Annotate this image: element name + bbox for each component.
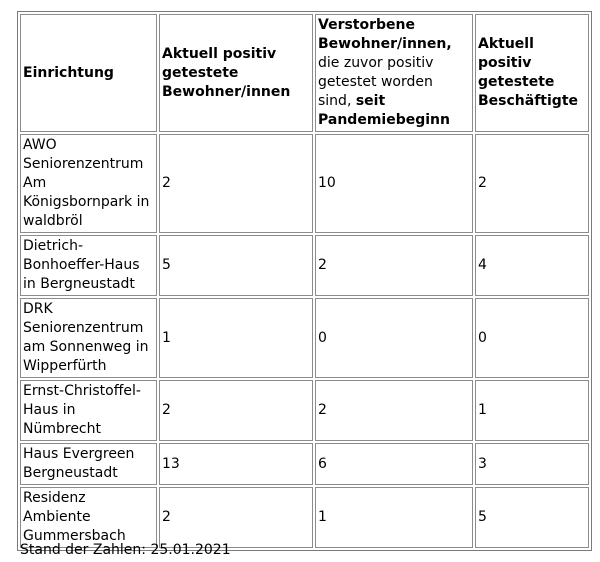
staff-positive-value: 4 <box>475 235 589 296</box>
residents-positive-value: 13 <box>159 443 313 485</box>
residents-positive-value: 2 <box>159 380 313 441</box>
table-row <box>20 298 589 378</box>
table-row <box>20 134 589 233</box>
table-row <box>20 487 589 548</box>
deceased-value: 1 <box>315 487 473 548</box>
facility-name: Dietrich-Bonhoeffer-Haus in Bergneustadt <box>20 235 157 296</box>
header-facility: Einrichtung <box>20 14 157 132</box>
deceased-value: 2 <box>315 380 473 441</box>
deceased-value: 2 <box>315 235 473 296</box>
staff-positive-value: 5 <box>475 487 589 548</box>
deceased-value: 6 <box>315 443 473 485</box>
data-timestamp: Stand der Zahlen: 25.01.2021 <box>20 542 231 558</box>
residents-positive-value: 2 <box>159 134 313 233</box>
header-deceased-bold-tail: seit Pandemiebeginn <box>318 93 450 128</box>
staff-positive-value: 0 <box>475 298 589 378</box>
header-staff-positive: Aktuell positiv getestete Beschäftigte <box>475 14 589 132</box>
table-row <box>20 380 589 441</box>
deceased-value: 10 <box>315 134 473 233</box>
header-deceased <box>315 14 473 132</box>
residents-positive-value: 2 <box>159 487 313 548</box>
residents-positive-value: 1 <box>159 298 313 378</box>
facility-name: DRK Seniorenzentrum am Sonnenweg in Wipperfürth <box>20 298 157 378</box>
facility-name: Ernst-Christoffel-Haus in Nümbrecht <box>20 380 157 441</box>
staff-positive-value: 3 <box>475 443 589 485</box>
header-residents-positive: Aktuell positiv getestete Bewohner/innen <box>159 14 313 132</box>
table-body <box>20 134 589 548</box>
facility-name: Haus Evergreen Bergneustadt <box>20 443 157 485</box>
header-deceased-normal-part: die zuvor positiv getestet worden sind, <box>318 55 434 109</box>
table-header <box>20 14 589 132</box>
facility-covid-table <box>17 11 592 551</box>
staff-positive-value: 2 <box>475 134 589 233</box>
table-row <box>20 235 589 296</box>
staff-positive-value: 1 <box>475 380 589 441</box>
residents-positive-value: 5 <box>159 235 313 296</box>
deceased-value: 0 <box>315 298 473 378</box>
header-deceased-bold-part: Verstorbene Bewohner/innen, <box>318 17 452 52</box>
facility-name: AWO Seniorenzentrum Am Königsbornpark in waldbröl <box>20 134 157 233</box>
facility-name: Residenz Ambiente Gummersbach <box>20 487 157 548</box>
table-row <box>20 443 589 485</box>
header-row <box>20 14 589 132</box>
